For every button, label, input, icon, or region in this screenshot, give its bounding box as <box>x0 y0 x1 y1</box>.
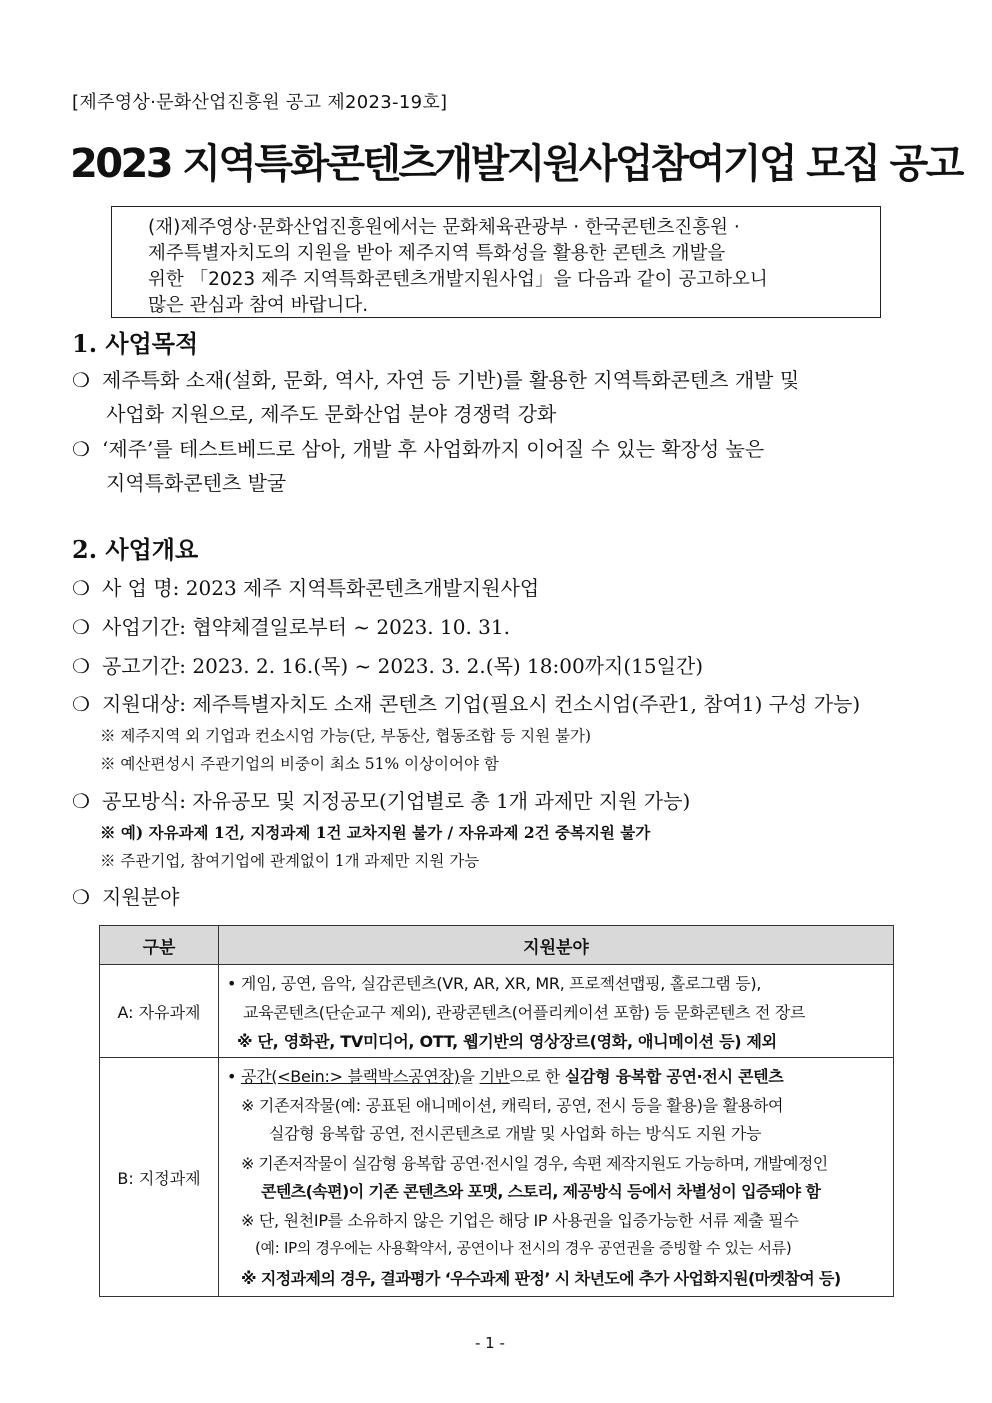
bullet-circle-icon: ❍ <box>72 368 90 392</box>
table-cell-content <box>219 965 894 1058</box>
table-row <box>100 965 894 1058</box>
section-heading-overview: 2. 사업개요 <box>72 535 199 564</box>
intro-box <box>111 206 881 318</box>
page-number: - 1 - <box>475 1334 505 1352</box>
table-cell-category: A: 자유과제 <box>100 965 219 1058</box>
list-item: ❍ 지원대상: 제주특별자치도 소재 콘텐츠 기업(필요시 컨소시엄(주관1, 참여1) 구성 가능) <box>72 692 861 716</box>
table-cell-content <box>219 1058 894 1297</box>
bullet-circle-icon: ❍ <box>72 654 90 678</box>
table-cell-category: B: 지정과제 <box>100 1058 219 1297</box>
list-item-continuation: 사업화 지원으로, 제주도 문화산업 분야 경쟁력 강화 <box>106 402 557 426</box>
table-line: 실감형 융복합 공연, 전시콘텐츠로 개발 및 사업화 하는 방식도 지원 가능 <box>269 1124 762 1143</box>
note-line: ※ 예) 자유과제 1건, 지정과제 1건 교차지원 불가 / 자유과제 2건 중복지원 불가 <box>100 823 651 842</box>
intro-line: (재)제주영상·문화산업진흥원에서는 문화체육관광부 · 한국콘텐츠진흥원 · <box>148 217 740 238</box>
intro-line: 위한 「2023 제주 지역특화콘텐츠개발지원사업」을 다음과 같이 공고하오니 <box>148 269 768 290</box>
table-header-category: 구분 <box>100 926 219 965</box>
table-line: 콘텐츠(속편)이 기존 콘텐츠와 포맷, 스토리, 제공방식 등에서 차별성이 입증돼야 함 <box>261 1182 821 1201</box>
list-item: ❍ 제주특화 소재(설화, 문화, 역사, 자연 등 기반)를 활용한 지역특화콘텐츠 개발 및 <box>72 368 800 392</box>
list-item-continuation: 지역특화콘텐츠 발굴 <box>106 471 287 495</box>
bullet-circle-icon: ❍ <box>72 692 90 716</box>
bullet-circle-icon: ❍ <box>72 789 90 813</box>
bullet-circle-icon: ❍ <box>72 437 90 461</box>
table-header-row <box>100 926 894 965</box>
note-line: ※ 제주지역 외 기업과 컨소시엄 가능(단, 부동산, 협동조합 등 지원 불가) <box>100 727 591 745</box>
list-item: ❍ 사 업 명: 2023 제주 지역특화콘텐츠개발지원사업 <box>72 576 540 600</box>
list-item: ❍ 사업기간: 협약체결일로부터 ~ 2023. 10. 31. <box>72 615 510 639</box>
table-line: 교육콘텐츠(단순교구 제외), 관광콘텐츠(어플리케이션 포함) 등 문화콘텐츠 전 장르 <box>243 1003 806 1022</box>
table-header-field: 지원분야 <box>219 926 894 965</box>
table-line: • 공간(<Bein:> 블랙박스공연장)을 기반으로 한 실감형 융복합 공연·전시 콘텐츠 <box>227 1067 784 1086</box>
bullet-circle-icon: ❍ <box>72 885 90 909</box>
table-row <box>100 1058 894 1297</box>
intro-line: 제주특별자치도의 지원을 받아 제주지역 특화성을 활용한 콘텐츠 개발을 <box>148 243 726 264</box>
intro-line: 많은 관심과 참여 바랍니다. <box>148 295 369 316</box>
table-line: ※ 기존저작물이 실감형 융복합 공연·전시일 경우, 속편 제작지원도 가능하며, 개발예정인 <box>241 1154 828 1173</box>
list-item: ❍ 공모방식: 자유공모 및 지정공모(기업별로 총 1개 과제만 지원 가능) <box>72 789 691 813</box>
notice-number: [제주영상·문화산업진흥원 공고 제2023-19호] <box>72 92 448 113</box>
list-item: ❍ ‘제주’를 테스트베드로 삼아, 개발 후 사업화까지 이어질 수 있는 확장성 높은 <box>72 437 765 461</box>
table-line: ※ 단, 원천IP를 소유하지 않은 기업은 해당 IP 사용권을 입증가능한 서류 제출 필수 <box>241 1211 799 1230</box>
table-line: • 게임, 공연, 음악, 실감콘텐츠(VR, AR, XR, MR, 프로젝션맵핑, 홀로그램 등), <box>227 974 762 993</box>
table-line: ※ 지정과제의 경우, 결과평가 ‘우수과제 판정’ 시 차년도에 추가 사업화지원(마켓참여 등) <box>241 1269 841 1288</box>
table-line: ※ 기존저작물(예: 공표된 애니메이션, 캐릭터, 공연, 전시 등을 활용)을 활용하여 <box>241 1096 784 1115</box>
bullet-circle-icon: ❍ <box>72 576 90 600</box>
list-item: ❍ 지원분야 <box>72 885 180 909</box>
table-line: (예: IP의 경우에는 사용확약서, 공연이나 전시의 경우 공연권을 증빙할 수 있는 서류) <box>255 1239 792 1257</box>
note-line: ※ 주관기업, 참여기업에 관계없이 1개 과제만 지원 가능 <box>100 852 480 870</box>
section-heading-purpose: 1. 사업목적 <box>72 329 199 358</box>
table-line: ※ 단, 영화관, TV미디어, OTT, 웹기반의 영상장르(영화, 애니메이션 등) 제외 <box>237 1032 777 1051</box>
page-title: 2023 지역특화콘텐츠개발지원사업참여기업 모집 공고 <box>70 141 962 187</box>
list-item: ❍ 공고기간: 2023. 2. 16.(목) ~ 2023. 3. 2.(목) 18:00까지(15일간) <box>72 654 704 678</box>
bullet-circle-icon: ❍ <box>72 615 90 639</box>
note-line: ※ 예산편성시 주관기업의 비중이 최소 51% 이상이어야 함 <box>100 755 499 773</box>
support-field-table <box>99 925 894 1297</box>
